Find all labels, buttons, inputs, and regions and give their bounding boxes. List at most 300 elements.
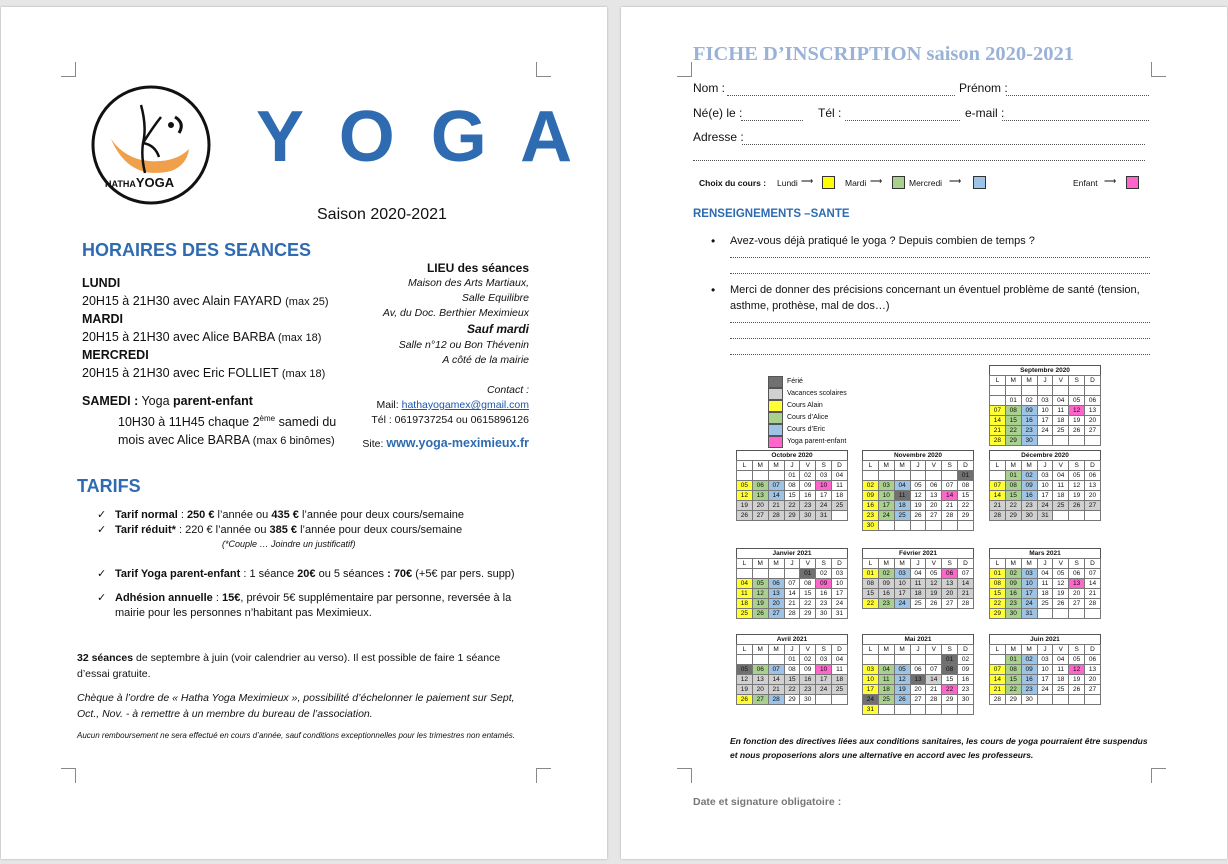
adresse-field-2[interactable] [693, 160, 1145, 161]
calendar-day [737, 569, 753, 579]
weekday-header: D [832, 559, 848, 569]
calendar-day: 13 [942, 579, 958, 589]
calendar-day: 18 [737, 599, 753, 609]
weekday-header: M [768, 645, 784, 655]
calendar-day [1085, 386, 1101, 396]
calendar-day: 31 [1021, 609, 1037, 619]
calendar-legend: Férié Vacances scolaires Cours Alain Cours d’Alice Cours d’Eric Yoga parent-enfant [768, 376, 847, 448]
calendar-day: 29 [784, 695, 800, 705]
schedule-line: 20H15 à 21H30 avec Alice BARBA (max 18) [82, 329, 322, 344]
adresse-label: Adresse : [693, 130, 744, 144]
calendar-day: 27 [910, 695, 926, 705]
calendar-day: 02 [1021, 655, 1037, 665]
calendar-day [990, 471, 1006, 481]
crop-mark [61, 768, 76, 783]
calendar-day: 21 [942, 501, 958, 511]
calendar-day: 19 [926, 589, 942, 599]
calendar-day [894, 521, 910, 531]
sauf-mardi: Sauf mardi [466, 322, 529, 336]
calendar-day: 08 [1005, 665, 1021, 675]
calendar-day [1053, 609, 1069, 619]
calendar-day: 29 [800, 609, 816, 619]
calendar-day: 21 [990, 501, 1006, 511]
weekday-header: V [1053, 559, 1069, 569]
calendar-day: 02 [878, 569, 894, 579]
calendar-day: 15 [958, 491, 974, 501]
answer-line[interactable] [730, 322, 1150, 323]
calendar-day: 24 [816, 685, 832, 695]
weekday-header: M [1005, 645, 1021, 655]
calendar-day: 25 [1053, 426, 1069, 436]
calendar-day: 08 [863, 579, 879, 589]
calendar-day: 20 [1085, 491, 1101, 501]
calendar-day: 13 [1069, 579, 1085, 589]
calendar-day: 17 [816, 491, 832, 501]
weekday-header: M [894, 461, 910, 471]
question-experience: • Avez-vous déjà pratiqué le yoga ? Depuis combien de temps ? [730, 233, 1150, 249]
calendar-day: 04 [1053, 655, 1069, 665]
calendar-day: 20 [910, 685, 926, 695]
calendar-day: 27 [768, 609, 784, 619]
calendar-day: 13 [752, 491, 768, 501]
weekday-header: L [863, 645, 879, 655]
calendar-day: 17 [894, 589, 910, 599]
calendar-day: 26 [894, 695, 910, 705]
calendar-day [1069, 695, 1085, 705]
remboursement-info: Aucun remboursement ne sera effectué en cours d’année, sauf conditions exceptionnelles pour les trimestres non entamés. [77, 731, 516, 740]
reduit-note: (*Couple … Joindre un justificatif) [222, 539, 356, 549]
calendar-day: 12 [737, 491, 753, 501]
calendar-day: 16 [1021, 491, 1037, 501]
calendar-day: 15 [1005, 675, 1021, 685]
answer-line[interactable] [730, 257, 1150, 258]
calendar-day: 07 [942, 481, 958, 491]
calendar-day: 03 [863, 665, 879, 675]
calendar-day: 28 [958, 599, 974, 609]
calendar-day: 08 [958, 481, 974, 491]
calendar-month [862, 634, 974, 715]
calendar-month [989, 548, 1101, 619]
weekday-header: M [878, 645, 894, 655]
calendar-day: 30 [958, 695, 974, 705]
calendar-day: 09 [1005, 579, 1021, 589]
calendar-day: 30 [863, 521, 879, 531]
calendar-day: 10 [832, 579, 848, 589]
calendar-day: 27 [752, 511, 768, 521]
calendar-day: 20 [1085, 675, 1101, 685]
calendar-day: 13 [926, 491, 942, 501]
sanitary-note: En fonction des directives liées aux conditions sanitaires, les cours de yoga pourraient être suspendus et nous proposerions alors une alternative en accord avec les professeurs. [730, 736, 1148, 760]
calendar-day: 04 [832, 655, 848, 665]
calendar-day [942, 521, 958, 531]
calendar-day: 25 [832, 501, 848, 511]
logo-text: HATHAYOGA [105, 175, 175, 190]
calendar-day: 23 [1005, 599, 1021, 609]
calendar-day: 27 [1069, 599, 1085, 609]
calendar-day: 23 [816, 599, 832, 609]
calendar-day: 31 [863, 705, 879, 715]
page-1 [1, 7, 607, 859]
calendar-day: 09 [816, 579, 832, 589]
calendar-month [989, 450, 1101, 521]
calendar-day: 24 [1021, 599, 1037, 609]
tarifs-heading: TARIFS [77, 476, 141, 496]
lieu-title: LIEU des séances [426, 261, 529, 275]
calendar-day: 11 [910, 579, 926, 589]
calendar-day [784, 569, 800, 579]
calendar-day: 01 [784, 655, 800, 665]
weekday-header: M [752, 645, 768, 655]
weekday-header: D [1085, 376, 1101, 386]
answer-line[interactable] [730, 338, 1150, 339]
calendar-day [894, 705, 910, 715]
weekday-header: M [894, 559, 910, 569]
calendar-day: 20 [1069, 589, 1085, 599]
calendar-day: 20 [768, 599, 784, 609]
calendar-day: 10 [816, 665, 832, 675]
calendar-day [910, 471, 926, 481]
calendar-day: 19 [910, 501, 926, 511]
calendar-day [1069, 386, 1085, 396]
calendar-day: 01 [990, 569, 1006, 579]
enfant-checkbox[interactable] [1126, 176, 1139, 189]
calendar-day: 26 [752, 609, 768, 619]
weekday-header: L [863, 461, 879, 471]
calendar-day: 23 [800, 685, 816, 695]
calendar-day: 03 [1037, 655, 1053, 665]
calendar-day: 24 [1037, 685, 1053, 695]
weekday-header: M [768, 461, 784, 471]
calendar-day: 10 [863, 675, 879, 685]
weekday-header: M [752, 461, 768, 471]
calendar-day: 09 [800, 665, 816, 675]
naissance-label: Né(e) le : [693, 106, 743, 120]
calendar-day: 07 [768, 665, 784, 675]
contact-block: Contact : Mail: hathayogamex@gmail.com Tél : 0619737254 ou 0615896126 Site: www.yoga-meximieux.fr [362, 384, 529, 450]
calendar-day [1069, 609, 1085, 619]
calendar-day: 10 [1021, 579, 1037, 589]
calendar-day [1085, 436, 1101, 446]
tel-field[interactable] [845, 120, 960, 121]
calendar-day: 11 [1053, 406, 1069, 416]
calendar-day: 07 [990, 665, 1006, 675]
calendar-day: 15 [863, 589, 879, 599]
calendar-day: 01 [1005, 396, 1021, 406]
calendar-day: 26 [1069, 501, 1085, 511]
calendar-day: 13 [1085, 406, 1101, 416]
calendar-day: 09 [1021, 406, 1037, 416]
hatha-yoga-logo [89, 83, 213, 207]
calendar-day: 07 [990, 406, 1006, 416]
weekday-header: D [958, 461, 974, 471]
calendar-day [894, 471, 910, 481]
sante-heading: RENSEIGNEMENTS –SANTE [693, 208, 850, 220]
calendar-day: 02 [958, 655, 974, 665]
calendar-day: 14 [990, 416, 1006, 426]
calendar-day: 20 [926, 501, 942, 511]
weekday-header: D [832, 645, 848, 655]
calendar-day: 27 [1085, 426, 1101, 436]
signature-label: Date et signature obligatoire : [693, 796, 842, 808]
calendar-day [1037, 436, 1053, 446]
calendar-day: 13 [910, 675, 926, 685]
weekday-header: S [816, 559, 832, 569]
calendar-day [878, 521, 894, 531]
calendar-day: 30 [1021, 436, 1037, 446]
calendar-day: 04 [1053, 396, 1069, 406]
weekday-header: J [910, 645, 926, 655]
weekday-header: L [990, 559, 1006, 569]
calendar-day: 01 [1005, 655, 1021, 665]
calendar-day: 17 [863, 685, 879, 695]
weekday-header: D [958, 559, 974, 569]
calendar-day: 26 [737, 511, 753, 521]
email-field[interactable] [1002, 120, 1149, 121]
calendar-day: 04 [878, 665, 894, 675]
calendar-day: 03 [1037, 396, 1053, 406]
calendar-day: 08 [800, 579, 816, 589]
samedi-block: SAMEDI : Yoga parent-enfant 10H30 à 11H45 chaque 2ème samedi du mois avec Alice BARBA (max 6 binômes) [82, 394, 337, 448]
lundi-checkbox[interactable] [822, 176, 835, 189]
calendar-day [1053, 695, 1069, 705]
question-sante: • Merci de donner des précisions concernant un éventuel problème de santé (tension, asthme, prothèse, mal de dos…) [730, 282, 1155, 314]
calendar-day: 05 [737, 665, 753, 675]
weekday-header: D [1085, 645, 1101, 655]
weekday-header: M [1021, 461, 1037, 471]
calendar-day [863, 655, 879, 665]
calendar-day: 03 [816, 655, 832, 665]
calendar-month-title: Juin 2021 [989, 634, 1101, 644]
calendar-day [942, 705, 958, 715]
calendar-month-title: Avril 2021 [736, 634, 848, 644]
calendar-day: 22 [1005, 426, 1021, 436]
choix-cours: Choix du cours : Lundi ⟶ Mardi ⟶ Mercredi ⟶ Enfant ⟶ [699, 176, 1149, 192]
calendar-day: 28 [926, 695, 942, 705]
weekday-header: S [1069, 376, 1085, 386]
calendar-day: 19 [1053, 589, 1069, 599]
calendar-day: 30 [800, 511, 816, 521]
weekday-header: J [784, 559, 800, 569]
calendar-day: 18 [894, 501, 910, 511]
calendar-day: 14 [926, 675, 942, 685]
answer-line[interactable] [730, 354, 1150, 355]
calendar-day: 02 [1005, 569, 1021, 579]
calendar-day: 31 [1037, 511, 1053, 521]
naissance-field[interactable] [741, 120, 803, 121]
tarifs-list [95, 508, 525, 621]
calendar-day: 21 [990, 685, 1006, 695]
calendar-day: 08 [784, 481, 800, 491]
calendar-day: 06 [926, 481, 942, 491]
crop-mark [536, 768, 551, 783]
calendar-day: 04 [910, 569, 926, 579]
calendar-day: 04 [894, 481, 910, 491]
calendar-day: 18 [1037, 589, 1053, 599]
calendar-day: 25 [1037, 599, 1053, 609]
adresse-field[interactable] [742, 144, 1145, 145]
calendar-day [816, 695, 832, 705]
calendar-day: 06 [752, 481, 768, 491]
calendar-day: 28 [768, 695, 784, 705]
email-link[interactable]: hathayogamex@gmail.com [401, 399, 529, 411]
calendar-month [862, 450, 974, 531]
calendar-day: 06 [1069, 569, 1085, 579]
calendar-day: 11 [1037, 579, 1053, 589]
weekday-header: S [1069, 559, 1085, 569]
page-2 [621, 7, 1227, 859]
calendar-day [878, 471, 894, 481]
calendar-day: 05 [1069, 396, 1085, 406]
crop-mark [1151, 62, 1166, 77]
calendar-month-title: Septembre 2020 [989, 365, 1101, 375]
calendar-day: 11 [894, 491, 910, 501]
calendar-day: 07 [926, 665, 942, 675]
adhesion: ✓ Adhésion annuelle : 15€, prévoir 5€ supplémentaire par personne, reversée à la mairie pour les personnes n’habitant pas Meximieux. [95, 591, 525, 621]
calendar-day: 16 [1021, 675, 1037, 685]
calendar-day: 06 [1085, 396, 1101, 406]
calendar-day: 14 [1085, 579, 1101, 589]
calendar-day: 28 [990, 695, 1006, 705]
answer-line[interactable] [730, 273, 1150, 274]
calendar-month-title: Janvier 2021 [736, 548, 848, 558]
weekday-header: L [863, 559, 879, 569]
calendar-day: 17 [816, 675, 832, 685]
crop-mark [536, 62, 551, 77]
calendar-day: 19 [894, 685, 910, 695]
calendar-day: 03 [1037, 471, 1053, 481]
weekday-header: D [1085, 559, 1101, 569]
calendar-day: 09 [1021, 481, 1037, 491]
calendar-day [752, 655, 768, 665]
weekday-header: M [1021, 376, 1037, 386]
calendar-day [752, 569, 768, 579]
calendar-day: 05 [894, 665, 910, 675]
calendar-day: 07 [958, 569, 974, 579]
calendar-day: 12 [1069, 406, 1085, 416]
schedule-day: MARDI [82, 312, 123, 326]
prenom-field[interactable] [1006, 95, 1149, 96]
weekday-header: M [768, 559, 784, 569]
calendar-day: 23 [1021, 501, 1037, 511]
calendar-day: 16 [878, 589, 894, 599]
calendar-day: 21 [768, 685, 784, 695]
calendar-day: 05 [926, 569, 942, 579]
calendar-day: 01 [958, 471, 974, 481]
calendar-day: 16 [1021, 416, 1037, 426]
calendar-day [1053, 386, 1069, 396]
calendar-day: 17 [1037, 416, 1053, 426]
calendar-day [958, 705, 974, 715]
weekday-header: S [816, 461, 832, 471]
calendar-day [1037, 386, 1053, 396]
calendar-day: 20 [942, 589, 958, 599]
calendar-day [832, 511, 848, 521]
weekday-header: V [926, 559, 942, 569]
tarif-normal: ✓ Tarif normal : 250 € l’année ou 435 € l’année pour deux cours/semaine [95, 508, 525, 523]
calendar-day: 19 [1069, 675, 1085, 685]
prenom-label: Prénom : [959, 81, 1008, 95]
calendar-day: 24 [1037, 426, 1053, 436]
site-link[interactable]: www.yoga-meximieux.fr [386, 436, 529, 450]
tarif-parent: ✓ Tarif Yoga parent-enfant : 1 séance 20€ ou 5 séances : 70€ (+5€ par pers. supp) [95, 567, 525, 582]
calendar-day: 03 [832, 569, 848, 579]
calendar-day: 19 [1069, 491, 1085, 501]
calendar-day: 19 [752, 599, 768, 609]
calendar-day: 01 [1005, 471, 1021, 481]
calendar-day [926, 655, 942, 665]
calendar-day [926, 471, 942, 481]
calendar-day: 10 [1037, 665, 1053, 675]
calendar-day: 14 [768, 675, 784, 685]
calendar-day: 28 [990, 511, 1006, 521]
calendar-day: 15 [942, 675, 958, 685]
weekday-header: J [784, 645, 800, 655]
calendar-month [736, 548, 848, 619]
calendar-day: 20 [1085, 416, 1101, 426]
calendar-day: 25 [894, 511, 910, 521]
calendar-day: 10 [816, 481, 832, 491]
calendar-day: 13 [768, 589, 784, 599]
schedule-line: 20H15 à 21H30 avec Eric FOLLIET (max 18) [82, 365, 326, 380]
weekday-header: S [942, 559, 958, 569]
mercredi-checkbox[interactable] [973, 176, 986, 189]
calendar-day: 26 [926, 599, 942, 609]
calendar-day: 18 [832, 491, 848, 501]
calendar-day: 05 [910, 481, 926, 491]
calendar-day: 28 [990, 436, 1006, 446]
calendar-day: 18 [1053, 675, 1069, 685]
calendar-day: 21 [990, 426, 1006, 436]
cheque-info: Chèque à l’ordre de « Hatha Yoga Meximieux », possibilité d’échelonner le paiement sur Sept, Oct., Nov. - à remettre à un membre du bureau de l’association. [77, 692, 515, 720]
mardi-checkbox[interactable] [892, 176, 905, 189]
weekday-header: L [737, 559, 753, 569]
calendar-day [1037, 609, 1053, 619]
calendar-day: 12 [910, 491, 926, 501]
calendar-day: 06 [1085, 655, 1101, 665]
calendar-day: 21 [768, 501, 784, 511]
horaires-heading: HORAIRES DES SEANCES [82, 240, 312, 260]
calendar-day: 28 [784, 609, 800, 619]
calendar-day [832, 695, 848, 705]
weekday-header: D [958, 645, 974, 655]
calendar-day: 20 [752, 501, 768, 511]
calendar-day: 02 [1021, 471, 1037, 481]
weekday-header: V [926, 645, 942, 655]
calendar-day: 08 [1005, 406, 1021, 416]
calendar-day: 24 [894, 599, 910, 609]
calendar-day: 05 [1069, 471, 1085, 481]
calendar-month [989, 634, 1101, 705]
calendar-day: 19 [737, 685, 753, 695]
calendar-day [910, 655, 926, 665]
calendar-day: 11 [1053, 481, 1069, 491]
crop-mark [1151, 768, 1166, 783]
calendar-day: 28 [768, 511, 784, 521]
calendar-day: 12 [1053, 579, 1069, 589]
calendar-day [878, 705, 894, 715]
calendar-day: 04 [737, 579, 753, 589]
weekday-header: L [990, 376, 1006, 386]
nom-field[interactable] [727, 95, 955, 96]
calendar-day [768, 569, 784, 579]
calendar-month-title: Février 2021 [862, 548, 974, 558]
calendar-day: 13 [1085, 665, 1101, 675]
calendar-month [989, 365, 1101, 446]
calendar-day: 15 [990, 589, 1006, 599]
calendar-day: 16 [958, 675, 974, 685]
calendar-day: 30 [1005, 609, 1021, 619]
weekday-header: J [1037, 461, 1053, 471]
